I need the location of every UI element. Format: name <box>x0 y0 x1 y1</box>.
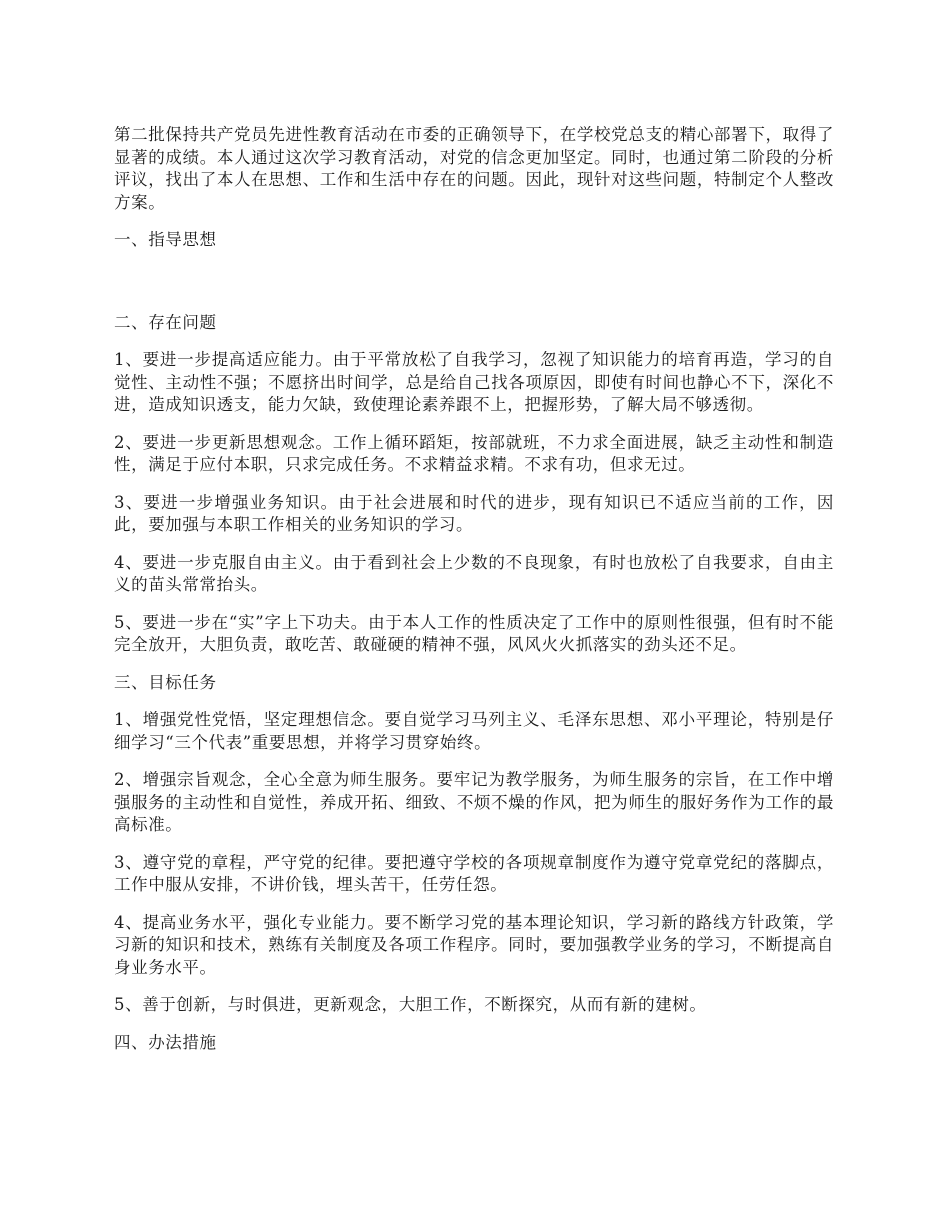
goal-item-3: 3、遵守党的章程，严守党的纪律。要把遵守学校的各项规章制度作为遵守党章党纪的落脚点，工作中服从安排，不讲价钱，埋头苦干，任劳任怨。 <box>114 852 834 894</box>
problem-item-2: 2、要进一步更新思想观念。工作上循环蹈矩，按部就班，不力求全面进展，缺乏主动性和制造性，满足于应付本职，只求完成任务。不求精益求精。不求有功，但求无过。 <box>114 432 834 474</box>
goal-item-2: 2、增强宗旨观念，全心全意为师生服务。要牢记为教学服务，为师生服务的宗旨，在工作中增强服务的主动性和自觉性，养成开拓、细致、不烦不燥的作风，把为师生的服好务作为工作的最高标准。 <box>114 770 834 834</box>
section-heading-goals: 三、目标任务 <box>114 672 217 692</box>
section-heading-existing-problems: 二、存在问题 <box>114 312 217 332</box>
section-heading-guiding-ideology: 一、指导思想 <box>114 230 217 249</box>
goal-item-4: 4、提高业务水平，强化专业能力。要不断学习党的基本理论知识，学习新的路线方针政策，学习新的知识和技术，熟练有关制度及各项工作程序。同时，要加强教学业务的学习，不断提高自身业务水平。 <box>114 912 834 977</box>
goal-item-5: 5、善于创新，与时俱进，更新观念，大胆工作，不断探究，从而有新的建树。 <box>114 995 707 1014</box>
problem-item-3: 3、要进一步增强业务知识。由于社会进展和时代的进步，现有知识已不适应当前的工作，因此，要加强与本职工作相关的业务知识的学习。 <box>114 492 834 534</box>
problem-item-4: 4、要进一步克服自由主义。由于看到社会上少数的不良现象，有时也放松了自我要求，自由主义的苗头常常抬头。 <box>114 552 834 594</box>
document-body <box>114 124 834 1054</box>
goal-item-1: 1、增强党性党悟，坚定理想信念。要自觉学习马列主义、毛泽东思想、邓小平理论，特别是仔细学习“三个代表”重要思想，并将学习贯穿始终。 <box>114 710 834 752</box>
problem-item-5: 5、要进一步在“实”字上下功夫。由于本人工作的性质决定了工作中的原则性很强，但有时不能完全放开，大胆负责，敢吃苦、敢碰硬的精神不强，风风火火抓落实的劲头还不足。 <box>114 612 834 654</box>
intro-paragraph: 第二批保持共产党员先进性教育活动在市委的正确领导下，在学校党总支的精心部署下，取得了显著的成绩。本人通过这次学习教育活动，对党的信念更加坚定。同时，也通过第二阶段的分析评议，找出了本人在思想、工作和生活中存在的问题。因此，现针对这些问题，特制定个人整改方案。 <box>114 125 834 212</box>
section-heading-measures: 四、办法措施 <box>114 1032 217 1052</box>
problem-item-1: 1、要进一步提高适应能力。由于平常放松了自我学习，忽视了知识能力的培育再造，学习的自觉性、主动性不强；不愿挤出时间学，总是给自己找各项原因，即使有时间也静心不下，深化不进，造成知识透支，能力欠缺，致使理论素养跟不上，把握形势，了解大局不够透彻。 <box>114 350 834 414</box>
